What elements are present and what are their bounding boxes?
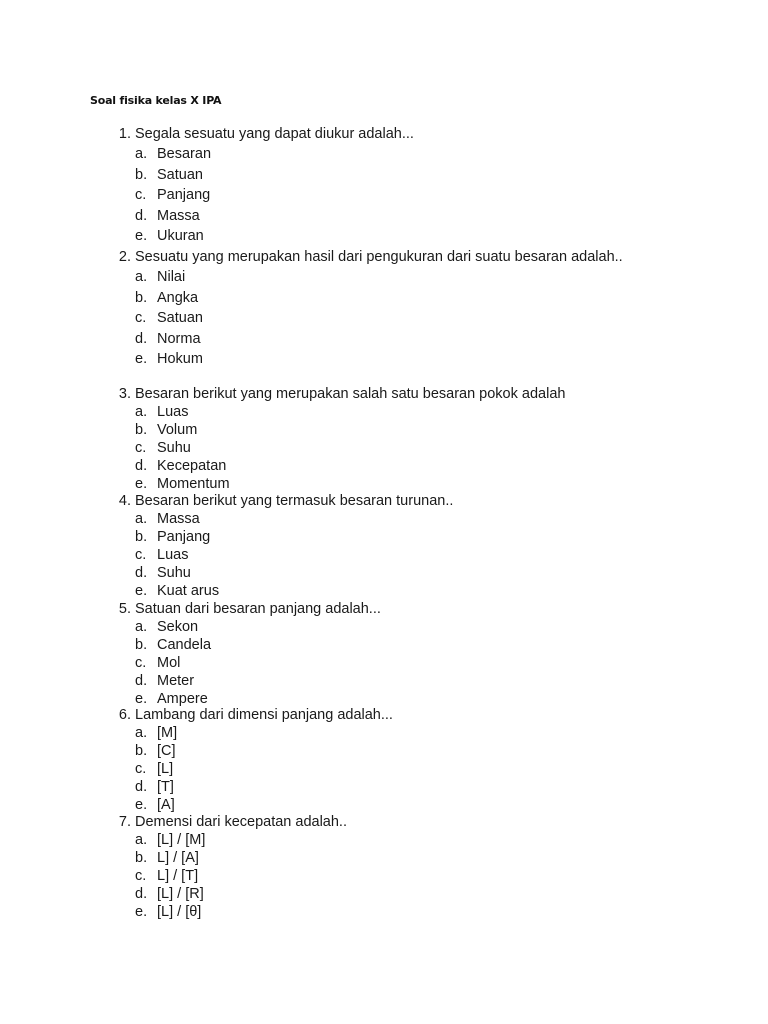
option-text: Momentum (157, 476, 230, 492)
document-title: Soal fisika kelas X IPA (90, 94, 222, 107)
option-text: Ukuran (157, 228, 204, 245)
option-b (0, 288, 768, 309)
option-letter: d. (135, 886, 148, 902)
question-line (0, 600, 768, 618)
option-a (0, 831, 768, 849)
question-text: Satuan dari besaran panjang adalah... (135, 601, 381, 617)
option-letter: a. (135, 511, 148, 527)
question-6 (0, 706, 768, 814)
option-e (0, 349, 768, 370)
question-number: 5. (118, 601, 131, 617)
option-text: Besaran (157, 146, 212, 162)
option-d (0, 672, 768, 690)
question-text: Besaran berikut yang merupakan salah satu besaran pokok adalah (135, 386, 566, 402)
option-letter: d. (135, 673, 148, 689)
option-a (0, 144, 768, 165)
question-number: 3. (118, 386, 131, 402)
option-text: Panjang (157, 529, 211, 545)
option-letter: b. (135, 166, 148, 183)
option-c (0, 760, 768, 778)
option-letter: e. (135, 476, 148, 492)
option-letter: c. (135, 655, 147, 671)
option-c (0, 185, 768, 206)
option-d (0, 885, 768, 903)
option-text: Kuat arus (157, 583, 220, 599)
question-text: Besaran berikut yang termasuk besaran turunan.. (135, 493, 454, 509)
question-5 (0, 600, 768, 708)
option-e (0, 582, 768, 600)
option-text: Sekon (157, 619, 199, 635)
question-line (0, 385, 768, 403)
question-number: 2. (118, 249, 131, 265)
option-text: Candela (157, 637, 212, 653)
option-e (0, 226, 768, 247)
option-letter: d. (135, 779, 148, 795)
question-number: 1. (118, 126, 131, 142)
option-letter: b. (135, 743, 148, 759)
option-c (0, 867, 768, 885)
question-text: Demensi dari kecepatan adalah.. (135, 814, 347, 830)
option-text: Satuan (157, 310, 203, 327)
option-text: Suhu (157, 440, 191, 456)
option-b (0, 528, 768, 546)
option-text: Luas (157, 547, 189, 563)
option-letter: a. (135, 725, 148, 741)
question-3 (0, 385, 768, 493)
option-b (0, 165, 768, 186)
option-d (0, 457, 768, 475)
option-text: [L] / [M] (157, 832, 206, 848)
option-a (0, 618, 768, 636)
option-letter: b. (135, 850, 148, 866)
question-number: 4. (118, 493, 131, 509)
option-letter: d. (135, 207, 148, 224)
option-letter: c. (135, 761, 147, 777)
option-letter: c. (135, 868, 147, 884)
option-letter: e. (135, 583, 148, 599)
option-d (0, 778, 768, 796)
option-b (0, 849, 768, 867)
option-text: Satuan (157, 166, 203, 183)
option-b (0, 742, 768, 760)
option-a (0, 403, 768, 421)
question-line (0, 124, 768, 144)
option-letter: a. (135, 146, 148, 162)
option-text: [M] (157, 725, 178, 741)
option-letter: b. (135, 637, 148, 653)
option-d (0, 206, 768, 227)
option-letter: c. (135, 310, 147, 327)
option-letter: d. (135, 458, 148, 474)
question-1 (0, 124, 768, 247)
question-4 (0, 492, 768, 600)
option-text: Ampere (157, 691, 208, 707)
option-letter: e. (135, 228, 148, 245)
question-text: Lambang dari dimensi panjang adalah... (135, 707, 393, 723)
option-text: Panjang (157, 187, 211, 204)
option-letter: e. (135, 691, 148, 707)
option-text: Luas (157, 404, 189, 420)
option-letter: d. (135, 565, 148, 581)
option-c (0, 439, 768, 457)
option-text: [L] / [θ] (157, 904, 202, 920)
question-7 (0, 813, 768, 921)
option-c (0, 546, 768, 564)
question-line (0, 706, 768, 724)
option-text: [C] (157, 743, 176, 759)
option-d (0, 564, 768, 582)
option-text: Suhu (157, 565, 191, 581)
option-c (0, 654, 768, 672)
option-text: Kecepatan (157, 458, 227, 474)
option-text: Volum (157, 422, 198, 438)
option-letter: a. (135, 269, 148, 285)
question-number: 6. (118, 707, 131, 723)
option-c (0, 308, 768, 329)
option-d (0, 329, 768, 350)
option-text: Hokum (157, 351, 203, 368)
option-a (0, 724, 768, 742)
option-text: Angka (157, 289, 199, 306)
option-text: Nilai (157, 269, 186, 285)
option-text: [L] / [R] (157, 886, 204, 902)
option-a (0, 267, 768, 288)
question-2 (0, 247, 768, 370)
option-letter: c. (135, 440, 147, 456)
option-text: Massa (157, 511, 200, 527)
question-number: 7. (118, 814, 131, 830)
option-letter: b. (135, 422, 148, 438)
option-letter: b. (135, 529, 148, 545)
option-letter: e. (135, 351, 148, 368)
option-text: Meter (157, 673, 195, 689)
option-e (0, 475, 768, 493)
option-text: [T] (157, 779, 174, 795)
option-b (0, 421, 768, 439)
question-line (0, 492, 768, 510)
question-line (0, 247, 768, 267)
option-text: Mol (157, 655, 181, 671)
question-text: Segala sesuatu yang dapat diukur adalah... (135, 126, 414, 142)
option-letter: c. (135, 187, 147, 204)
option-letter: e. (135, 904, 148, 920)
option-letter: e. (135, 797, 148, 813)
option-letter: a. (135, 832, 148, 848)
option-e (0, 903, 768, 921)
option-e (0, 796, 768, 814)
option-text: L] / [T] (157, 868, 199, 884)
option-text: [L] (157, 761, 174, 777)
option-letter: a. (135, 404, 148, 420)
option-text: [A] (157, 797, 175, 813)
question-text: Sesuatu yang merupakan hasil dari pengukuran dari suatu besaran adalah.. (135, 249, 623, 265)
option-a (0, 510, 768, 528)
option-letter: c. (135, 547, 147, 563)
option-text: L] / [A] (157, 850, 199, 866)
option-letter: a. (135, 619, 148, 635)
option-letter: d. (135, 330, 148, 347)
question-line (0, 813, 768, 831)
option-letter: b. (135, 289, 148, 306)
option-text: Massa (157, 207, 200, 224)
option-b (0, 636, 768, 654)
option-text: Norma (157, 330, 201, 347)
